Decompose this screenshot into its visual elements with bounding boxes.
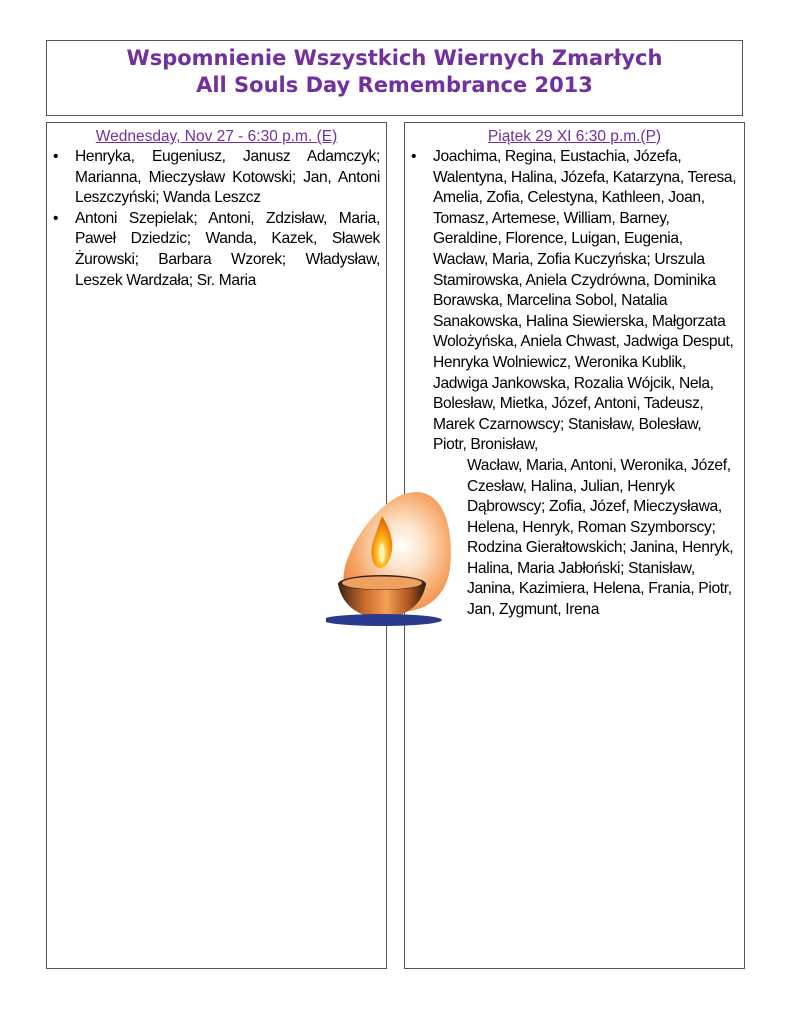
candle-icon — [326, 488, 456, 628]
left-column-heading: Wednesday, Nov 27 - 6:30 p.m. (E) — [95, 128, 338, 145]
title-english: All Souls Day Remembrance 2013 — [196, 73, 593, 97]
entry-text: Antoni Szepielak; Antoni, Zdzisław, Maria, Paweł Dziedzic; Wanda, Kazek, Sławek Żurowski; Barbara Wzorek; Władysław, Leszek Wardzała; Sr. Maria — [75, 209, 380, 289]
bullet: • — [411, 148, 417, 165]
candle-base — [326, 614, 442, 626]
entry-text: Joachima, Regina, Eustachia, Józefa, Walentyna, Halina, Józefa, Katarzyna, Teresa, Amelia, Zofia, Celestyna, Kathleen, Joan, Tomasz, Artemese, William, Barney, Geraldine, Florence, Luigan, Eugenia, Wacław, Maria, Zofia Kuczyńska; Urszula Stamirowska, Aniela Czydrówna, Dominika Borawska, Marcelina Sobol, Natalia Sanakowska, Halina Siewierska, Małgorzata Wolożyńska, Aniela Chwast, Jadwiga Desput, Henryka Wolniewicz, Weronika Kublik, Jadwiga Jankowska, Rozalia Wójcik, Nela, Bolesław, Mietka, Józef, Antoni, Tadeusz, Marek Czarnowscy; Stanisław, Bolesław, Piotr, Bronisław, — [433, 148, 737, 454]
left-entry-list — [47, 147, 386, 291]
right-column-heading: Piątek 29 XI 6:30 p.m.(P) — [487, 128, 662, 145]
bullet: • — [53, 148, 59, 165]
title-polish: Wspomnienie Wszystkich Wiernych Zmarłych — [126, 46, 663, 70]
title-box — [46, 40, 743, 116]
entry-text-indented: Wacław, Maria, Antoni, Weronika, Józef, Czesław, Halina, Julian, Henryk Dąbrowscy; Zofia, Józef, Mieczysława, Helena, Henryk, Roman Szymborscy; Rodzina Gierałtowskich; Janina, Henryk, Halina, Maria Jabłoński; Stanisław, Janina, Kazimiera, Helena, Frania, Piotr, Jan, Zygmunt, Irena — [467, 456, 734, 619]
list-item — [47, 147, 386, 209]
candle-wax — [342, 577, 422, 590]
bullet: • — [53, 209, 59, 227]
entry-text: Henryka, Eugeniusz, Janusz Adamczyk; Marianna, Mieczysław Kotowski; Jan, Antoni Leszczyński; Wanda Leszcz — [75, 148, 380, 207]
list-item — [47, 209, 386, 291]
